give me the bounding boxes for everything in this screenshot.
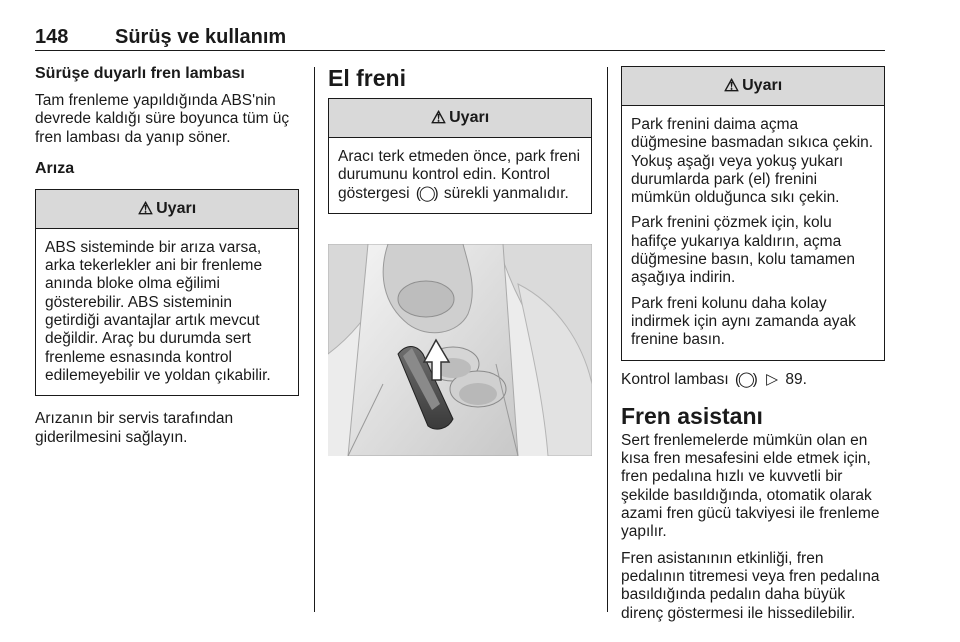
warning-text: Park freni kolunu daha kolay indirmek için aynı zamanda ayak frenine basın. [631, 294, 856, 349]
parking-brake-illustration [328, 244, 592, 456]
warning-icon: ⚠ [723, 76, 740, 95]
section-heading: Sürüşe duyarlı fren lambası [35, 65, 245, 82]
warning-title: Uyarı [742, 77, 783, 94]
page-header [35, 26, 885, 50]
column-divider [314, 67, 315, 612]
warning-icon: ⚠ [137, 198, 154, 218]
body-paragraph: Fren asistanının etkinliği, fren pedalının titremesi veya fren pedalına basıldığında pedalın daha büyük direnç göstermesi ile hissedilebilir. [621, 549, 880, 622]
body-paragraph: Sert frenlemelerde mümkün olan en kısa fren mesafesini elde etmek için, fren pedalına hızlı ve kuvvetli bir şekilde basıldığında, otomatik olarak azami fren gücü takviyesi ile frenleme yapılır. [621, 431, 880, 541]
warning-icon: ⚠ [430, 108, 447, 127]
body-paragraph: Arızanın bir servis tarafından giderilmesini sağlayın. [35, 410, 234, 446]
page-reference: 89. [785, 370, 807, 388]
warning-box [35, 189, 299, 396]
header-rule [35, 50, 885, 51]
column-2 [328, 64, 592, 214]
section-title: Fren asistanı [621, 402, 763, 429]
page-reference-icon: ▷ [766, 370, 779, 388]
warning-header [36, 190, 298, 229]
warning-text: Park frenini çözmek için, kolu hafifçe yukarıya kaldırın, açma düğmesine basın, kolu tamamen aşağıya indirin. [631, 214, 856, 287]
warning-body [622, 106, 884, 360]
warning-box [328, 98, 592, 214]
page-number: 148 [35, 26, 69, 48]
warning-body [329, 138, 591, 213]
chapter-title: Sürüş ve kullanım [115, 26, 287, 48]
warning-title: Uyarı [156, 199, 197, 217]
warning-body [36, 229, 298, 395]
control-lamp-line: Kontrol lambası (◯) ▷ 89. [621, 370, 807, 388]
warning-header [329, 99, 591, 138]
warning-text: Aracı terk etmeden önce, park freni durumunu kontrol edin. Kontrol göstergesi (◯) sürekli yanmalıdır. [338, 148, 581, 202]
column-1 [35, 64, 299, 447]
subheading: Arıza [35, 159, 75, 177]
column-3 [621, 66, 885, 623]
section-title: El freni [328, 65, 406, 91]
body-paragraph: Tam frenleme yapıldığında ABS'nin devrede kaldığı süre boyunca tüm üç fren lambası da yanıp söner. [35, 92, 290, 146]
parking-brake-drawing [328, 244, 592, 456]
warning-text: ABS sisteminde bir arıza varsa, arka tekerlekler ani bir frenleme anında bloke olma eğilimi gösterebilir. ABS sisteminin getirdiği avantajlar artık mevcut değildir. Araç bu durumda sert frenleme esnasında kontrol edilemeyebilir ve yoldan çıkabilir. [45, 238, 271, 384]
warning-text: Park frenini daima açma düğmesine basmadan sıkıca çekin. Yokuş aşağı veya yokuş yukarı durumlarda park (el) frenini mümkün olduğunca sıkı çekin. [631, 116, 874, 207]
brake-lamp-icon: (◯) [735, 370, 756, 388]
warning-title: Uyarı [449, 109, 490, 126]
warning-header [622, 67, 884, 106]
column-divider [607, 67, 608, 612]
brake-lamp-icon: (◯) [415, 184, 437, 202]
warning-box [621, 66, 885, 361]
